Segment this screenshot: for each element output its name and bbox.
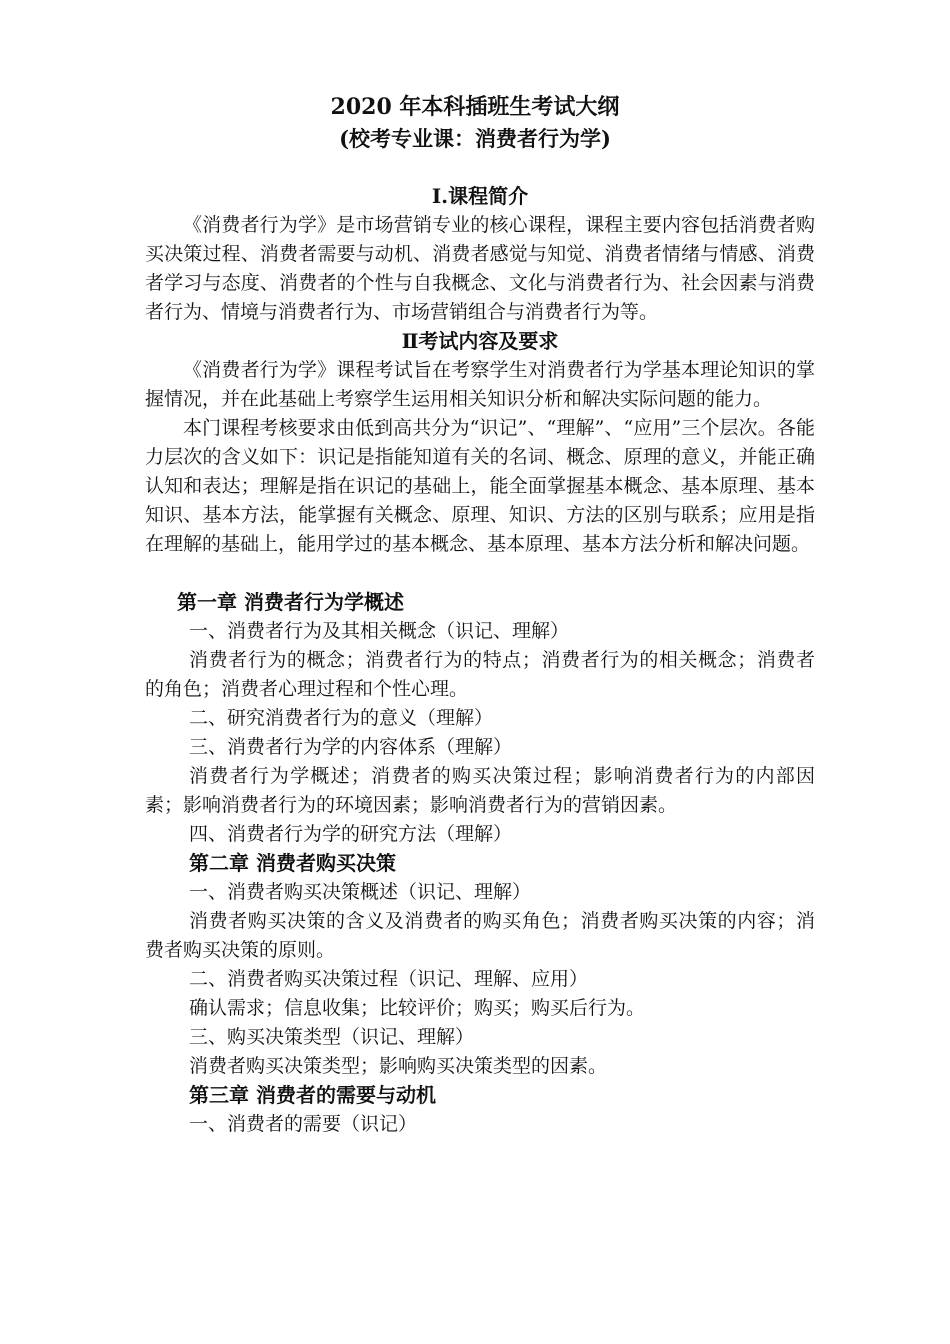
chapter-3-title: 第三章 消费者的需要与动机 — [189, 1083, 436, 1107]
document-title: 2020 年本科插班生考试大纲 — [330, 94, 620, 120]
spacer — [145, 559, 815, 588]
exam-content-paragraph-1: 《消费者行为学》课程考试旨在考察学生对消费者行为学基本理论知识的掌握情况，并在此基础上考察学生运用相关知识分析和解决实际问题的能力。 — [145, 359, 815, 410]
chapter-1-item-1: 一、消费者行为及其相关概念（识记、理解） — [189, 620, 570, 642]
chapter-2-text-2: 确认需求；信息收集；比较评价；购买；购买后行为。 — [189, 997, 646, 1019]
chapter-2-item-1: 一、消费者购买决策概述（识记、理解） — [189, 881, 532, 903]
chapter-2-item-3: 三、购买决策类型（识记、理解） — [189, 1026, 475, 1048]
course-intro-paragraph: 《消费者行为学》是市场营销专业的核心课程，课程主要内容包括消费者购买决策过程、消费者需要与动机、消费者感觉与知觉、消费者情绪与情感、消费者学习与态度、消费者的个性与自我概念、文化与消费者行为、社会因素与消费者行为、情境与消费者行为、市场营销组合与消费者行为等。 — [145, 214, 815, 323]
chapter-1-item-3: 三、消费者行为学的内容体系（理解） — [189, 736, 513, 758]
section-heading-course-intro: I.课程简介 — [431, 184, 529, 208]
chapter-3-item-1: 一、消费者的需要（识记） — [189, 1113, 418, 1135]
chapter-1-title: 第一章 消费者行为学概述 — [177, 590, 404, 614]
chapter-2-item-2: 二、消费者购买决策过程（识记、理解、应用） — [189, 968, 589, 990]
chapter-2-title: 第二章 消费者购买决策 — [189, 851, 396, 875]
document-subtitle: (校考专业课：消费者行为学) — [339, 126, 611, 151]
section-heading-exam-content: Ⅱ考试内容及要求 — [401, 329, 559, 353]
chapter-2-text-3: 消费者购买决策类型；影响购买决策类型的因素。 — [189, 1055, 608, 1077]
chapter-1-item-2: 二、研究消费者行为的意义（理解） — [189, 707, 494, 729]
document-body — [145, 182, 815, 1139]
chapter-1-item-4: 四、消费者行为学的研究方法（理解） — [189, 823, 513, 845]
chapter-1-text-3: 消费者行为学概述；消费者的购买决策过程；影响消费者行为的内部因素；影响消费者行为的环境因素；影响消费者行为的营销因素。 — [145, 765, 815, 816]
chapter-2-text-1: 消费者购买决策的含义及消费者的购买角色；消费者购买决策的内容；消费者购买决策的原则。 — [145, 910, 815, 961]
chapter-1-text-1: 消费者行为的概念；消费者行为的特点；消费者行为的相关概念；消费者的角色；消费者心理过程和个性心理。 — [145, 649, 815, 700]
exam-content-paragraph-2: 本门课程考核要求由低到高共分为“识记”、“理解”、“应用”三个层次。各能力层次的含义如下：识记是指能知道有关的名词、概念、原理的意义，并能正确认知和表达；理解是指在识记的基础上，能全面掌握基本概念、基本原理、基本知识、基本方法，能掌握有关概念、原理、知识、方法的区别与联系；应用是指在理解的基础上，能用学过的基本概念、基本原理、基本方法分析和解决问题。 — [145, 417, 815, 555]
